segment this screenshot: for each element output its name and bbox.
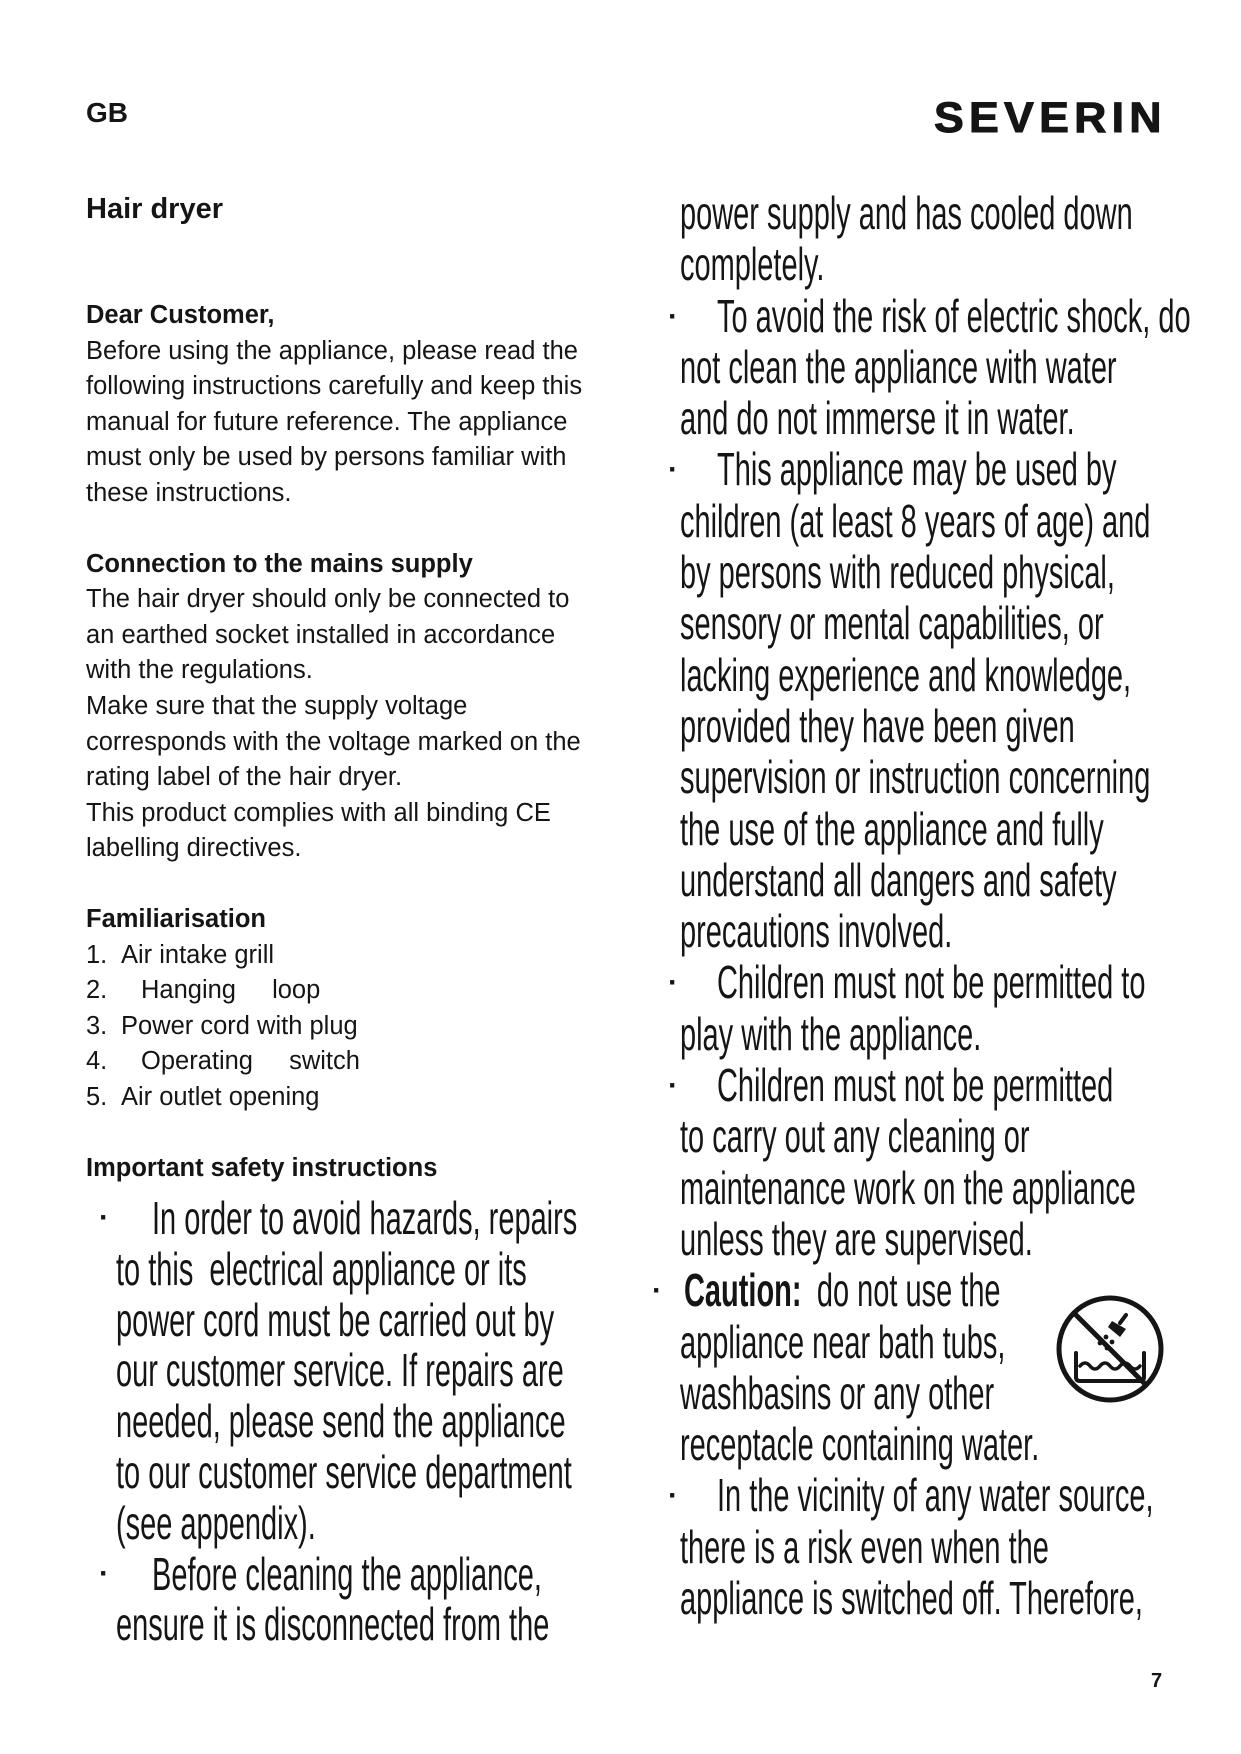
safety-line [80,1447,630,1498]
safety-line [640,1111,1230,1162]
list-item-text: Air intake grill [121,940,275,969]
list-item-number: 2. [86,976,108,1005]
bullet: · [668,1069,678,1103]
safety-line [640,1419,1230,1470]
safety-line-text: sensory or mental capabilities, or [680,597,1104,650]
safety-line [640,701,1230,752]
mains-heading: Connection to the mains supply [86,549,473,578]
safety-line [80,1345,630,1396]
intro-line: following instructions carefully and keep this [86,372,583,401]
safety-line [640,496,1230,547]
mains-section [86,547,626,867]
safety-line-text: maintenance work on the appliance [680,1161,1136,1214]
list-item [86,973,626,1009]
safety-line-text: appliance is switched off. Therefore, [680,1572,1143,1625]
safety-line [640,1573,1230,1624]
safety-line [640,906,1230,957]
caution-line-text [684,1265,1001,1316]
safety-line [80,1295,630,1346]
familiarisation-heading: Familiarisation [86,905,266,934]
safety-line [640,752,1230,803]
list-item-text: Power cord with plug [121,1011,358,1040]
safety-line [640,957,1230,1008]
safety-line-text: appliance near bath tubs, [680,1315,1006,1368]
safety-line-text: and do not immerse it in water. [680,392,1075,445]
bullet: · [99,1556,109,1590]
safety-line [640,804,1230,855]
safety-line-text: Children must not be permitted to [717,956,1146,1009]
safety-line-text: to carry out any cleaning or [680,1110,1030,1163]
mains-line: The hair dryer should only be connected to [86,585,570,614]
mains-line: corresponds with the voltage marked on the [86,727,581,756]
page-title: Hair dryer [86,193,224,225]
safety-line [80,1549,630,1600]
safety-line-text: children (at least 8 years of age) and [680,494,1151,547]
safety-line-text: completely. [680,238,825,291]
safety-line-text: the use of the appliance and fully [680,802,1104,855]
safety-right-column [640,188,1230,1624]
mains-line: rating label of the hair dryer. [86,763,403,792]
safety-line [640,1060,1230,1111]
list-item-number: 3. [86,1011,108,1040]
safety-line-text: Before cleaning the appliance, [152,1547,542,1600]
bullet: · [99,1201,109,1234]
caution-text: do not use the [816,1264,1001,1317]
language-code: GB [86,97,128,128]
bullet: · [668,1479,678,1513]
safety-line-text: our customer service. If repairs are [116,1344,564,1397]
safety-line-text: receptacle containing water. [680,1418,1040,1471]
safety-line [640,393,1230,444]
safety-line-text: by persons with reduced physical, [680,546,1115,599]
bullet: · [668,453,678,487]
safety-left-column [80,1193,630,1650]
safety-line-text: In the vicinity of any water source, [717,1469,1154,1522]
intro-heading: Dear Customer, [86,301,275,329]
safety-line [80,1396,630,1447]
list-item [86,1009,626,1045]
safety-line-text: lacking experience and knowledge, [680,648,1132,701]
safety-line [640,291,1230,342]
safety-line-text: provided they have been given [680,699,1075,752]
intro-section [86,298,626,511]
list-item-text: Hanging loop [141,976,321,1005]
safety-line-text: unless they are supervised. [680,1212,1033,1265]
intro-line: manual for future reference. The appliance [86,407,568,436]
safety-line-text: ensure it is disconnected from the [116,1598,550,1651]
page-number: 7 [1151,1670,1163,1692]
safety-line-text: This appliance may be used by [717,443,1117,496]
safety-line [640,650,1230,701]
list-item-text: Operating switch [141,1047,360,1076]
safety-line [640,1009,1230,1060]
safety-line-text: Children must not be permitted [717,1059,1114,1112]
mains-line: with the regulations. [86,656,313,685]
safety-line [640,188,1230,239]
safety-line [640,1214,1230,1265]
safety-line [640,444,1230,495]
safety-line-text: to this electrical appliance or its [116,1242,527,1295]
safety-line [640,598,1230,649]
familiarisation-section [86,902,626,1115]
safety-line [80,1498,630,1549]
intro-line: must only be used by persons familiar with [86,443,567,472]
list-item-number: 1. [86,940,108,969]
safety-line [640,239,1230,290]
safety-line [640,1470,1230,1521]
safety-line [640,855,1230,906]
shower-head [1108,1321,1126,1337]
safety-line [80,1244,630,1295]
safety-line-text: there is a risk even when the [680,1520,1049,1573]
safety-line-text: washbasins or any other [680,1366,995,1419]
safety-line-text: To avoid the risk of electric shock, do [717,289,1191,342]
intro-line: Before using the appliance, please read the [86,336,578,365]
bullet: · [668,299,678,333]
brand-logo: SEVERIN [934,94,1167,142]
safety-line-text: supervision or instruction concerning [680,751,1151,804]
mains-line: This product complies with all binding CE [86,798,551,827]
safety-line-text: play with the appliance. [680,1007,982,1060]
safety-line [640,1163,1230,1214]
list-item [86,1044,626,1080]
bullet: · [652,1274,662,1308]
intro-line: these instructions. [86,478,292,507]
safety-line-text: needed, please send the appliance [116,1395,566,1448]
shower-pipe [1120,1315,1126,1323]
list-item [86,1080,626,1116]
list-item [86,938,626,974]
safety-line-text: to our customer service department [116,1445,572,1498]
safety-line [80,1599,630,1650]
list-item-text: Air outlet opening [121,1083,320,1112]
safety-line [640,1522,1230,1573]
bullet: · [668,966,678,1000]
safety-line-text: (see appendix). [116,1496,316,1549]
mains-line: Make sure that the supply voltage [86,692,468,721]
safety-line-text: power supply and has cooled down [680,187,1133,239]
left-column-intro [86,298,626,1187]
no-bath-water-icon [1054,1293,1166,1405]
list-item-number: 4. [86,1047,108,1076]
safety-heading: Important safety instructions [86,1154,438,1183]
safety-line-text: power cord must be carried out by [116,1293,555,1346]
safety-line-text: understand all dangers and safety [680,853,1117,906]
safety-line-text: In order to avoid hazards, repairs [152,1192,578,1244]
safety-line-text: precautions involved. [680,905,953,958]
safety-line [640,547,1230,598]
prohibition-slash [1074,1313,1146,1385]
list-item-number: 5. [86,1083,108,1112]
caution-label: Caution: [684,1264,802,1317]
safety-line [640,342,1230,393]
safety-line-text: not clean the appliance with water [680,340,1117,393]
mains-line: labelling directives. [86,834,302,863]
mains-line: an earthed socket installed in accordance [86,620,556,649]
safety-line [80,1193,630,1244]
